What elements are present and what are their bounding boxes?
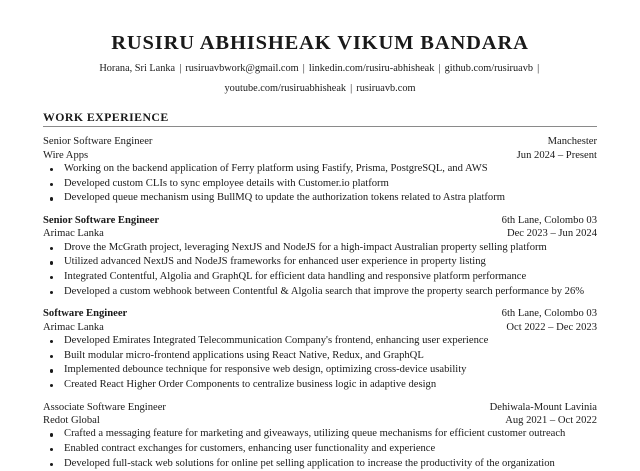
responsibility-list (43, 241, 597, 299)
responsibility-list (43, 427, 597, 471)
list-item: Developed custom CLIs to sync employee details with Customer.io platform (48, 177, 597, 192)
entry-company-row (43, 321, 597, 334)
responsibility-list (43, 162, 597, 206)
entry-title-row (43, 307, 597, 320)
entry-title-row (43, 135, 597, 148)
experience-entry (43, 214, 597, 299)
company-name: Arimac Lanka (43, 321, 104, 333)
contact-linkedin[interactable]: linkedin.com/rusiru-abhisheak (308, 62, 435, 74)
contact-separator: | (537, 62, 540, 74)
candidate-name: RUSIRU ABHISHEAK VIKUM BANDARA (111, 32, 529, 54)
list-item: Developed Emirates Integrated Telecommunication Company's frontend, enhancing user experience (48, 334, 597, 349)
job-location: 6th Lane, Colombo 03 (501, 214, 597, 226)
list-item: Integrated Contentful, Algolia and GraphQL for efficient data handling and responsive platform performance (48, 270, 597, 285)
job-dates: Aug 2021 – Oct 2022 (505, 414, 597, 426)
contact-separator: | (350, 83, 353, 94)
contact-separator: | (438, 62, 441, 74)
company-name: Redot Global (43, 414, 100, 426)
list-item: Built modular micro-frontend applications using React Native, Redux, and GraphQL (48, 349, 597, 364)
company-name: Arimac Lanka (43, 228, 104, 240)
contact-line-1 (43, 56, 597, 76)
contact-location: Horana, Sri Lanka (99, 62, 176, 74)
contact-line-2 (43, 76, 597, 96)
entry-company-row (43, 414, 597, 427)
list-item: Created React Higher Order Components to centralize business logic in adaptive design (48, 378, 597, 393)
list-item: Implemented debounce technique for responsive web design, optimizing cross-device usability (48, 363, 597, 378)
resume-header (43, 0, 597, 96)
contact-separator: | (179, 62, 182, 74)
job-title: Associate Software Engineer (43, 401, 166, 413)
contact-email[interactable]: rusiruavbwork@gmail.com (185, 62, 299, 74)
contact-separator: | (302, 62, 305, 74)
entry-title-row (43, 214, 597, 227)
list-item: Utilized advanced NextJS and NodeJS frameworks for enhanced user experience in property listing (48, 255, 597, 270)
contact-website[interactable]: rusiruavb.com (356, 83, 416, 94)
job-title: Senior Software Engineer (43, 136, 153, 148)
job-dates: Oct 2022 – Dec 2023 (506, 321, 597, 333)
job-location: Manchester (547, 136, 597, 148)
job-title: Software Engineer (43, 308, 128, 320)
list-item: Working on the backend application of Ferry platform using Fastify, Prisma, PostgreSQL, and AWS (48, 162, 597, 177)
job-dates: Jun 2024 – Present (516, 149, 597, 161)
entry-company-row (43, 227, 597, 240)
section-heading: WORK EXPERIENCE (43, 110, 169, 125)
section-divider (43, 126, 597, 127)
responsibility-list (43, 334, 597, 392)
experience-entry (43, 307, 597, 392)
list-item: Developed full-stack web solutions for online pet selling application to increase the productivity of the organization (48, 457, 597, 471)
list-item: Developed queue mechanism using BullMQ to update the authorization tokens related to Astra platform (48, 191, 597, 206)
contact-github[interactable]: github.com/rusiruavb (444, 62, 533, 74)
job-dates: Dec 2023 – Jun 2024 (506, 228, 597, 240)
contact-youtube[interactable]: youtube.com/rusiruabhisheak (224, 83, 347, 94)
section-work-experience (43, 110, 597, 471)
job-title: Senior Software Engineer (43, 214, 160, 226)
list-item: Enabled contract exchanges for customers, enhancing user functionality and experience (48, 442, 597, 457)
list-item: Drove the McGrath project, leveraging NextJS and NodeJS for a high-impact Australian property selling platform (48, 241, 597, 256)
experience-entry (43, 401, 597, 471)
job-location: 6th Lane, Colombo 03 (501, 308, 597, 320)
entry-title-row (43, 401, 597, 414)
list-item: Crafted a messaging feature for marketing and giveaways, utilizing queue mechanisms for efficient customer outreach (48, 427, 597, 442)
list-item: Developed a custom webhook between Contentful & Algolia search that improve the property search performance by 26% (48, 285, 597, 300)
company-name: Wire Apps (43, 149, 89, 161)
experience-entry (43, 135, 597, 206)
entry-company-row (43, 149, 597, 162)
job-location: Dehiwala-Mount Lavinia (489, 401, 597, 413)
